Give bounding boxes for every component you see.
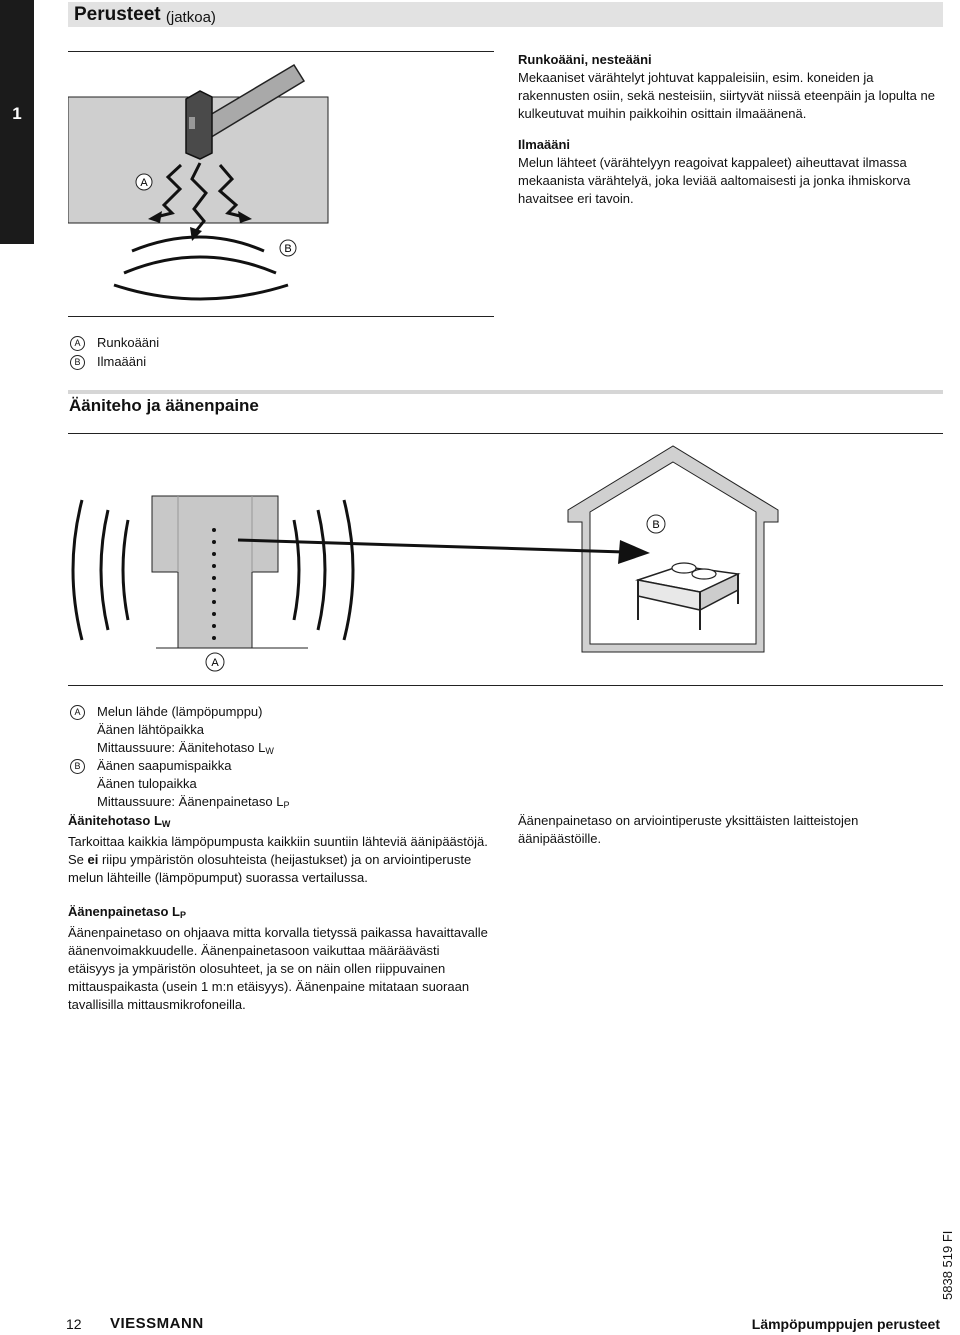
brand-logo: VIESSMANN xyxy=(110,1315,204,1332)
airborne-text: Melun lähteet (värähtelyyn reagoivat kappaleet) aiheuttavat ilmassa mekaanista värähtelyä, joka leviää aaltomaisesti ja jonka ihmiskorva havaitsee eri tavoin. xyxy=(518,155,911,206)
sound-wave-lines xyxy=(114,237,288,299)
sound-power-text xyxy=(68,833,488,887)
heat-pump-icon xyxy=(152,496,278,648)
sound-power-heading-sub: W xyxy=(161,819,171,829)
figure1-top-rule xyxy=(68,51,494,52)
house-icon xyxy=(568,446,778,652)
sound-power-text-bold: ei xyxy=(87,852,99,867)
legend2-b-line3 xyxy=(97,793,289,814)
legend2-a-line3-text: Mittaussuure: Äänitehotaso L xyxy=(97,740,266,755)
legend2-b-line2: Äänen tulopaikka xyxy=(97,776,197,791)
document-code: 5838 519 FI xyxy=(940,1230,955,1300)
sound-pressure-text: Äänenpainetaso on ohjaava mitta korvalla tietyssä paikassa havaittavalle äänenvoimakkuudelle. Äänenpainetasoon vaikuttaa määräävästi etäisyys ja ympäristön olosuhteet, ja se on näin ollen riippuvainen mittauspaikasta (usein 1 m:n etäisyys). Äänenpaine mitataan suoraan tavallisilla mittausmikrofoneilla. xyxy=(68,925,488,1012)
airborne-section xyxy=(518,136,938,208)
sound-path-arrow xyxy=(238,540,624,552)
figure2-bottom-rule xyxy=(68,685,943,686)
legend1-key-a: A xyxy=(70,336,85,351)
sound-pressure-heading-text: Äänenpainetaso L xyxy=(68,904,180,919)
sound-power-text-after: riipu ympäristön olosuhteista (heijastukset) ja on arviointiperuste melun lähteille (lämpöpumput) suorassa vertailussa. xyxy=(68,852,472,885)
legend2-a-line3-sub: W xyxy=(265,746,274,756)
legend2-key-a: A xyxy=(70,705,85,720)
sound-power-pressure-illustration xyxy=(68,440,943,680)
legend1-label-b: Ilmaääni xyxy=(97,354,147,369)
legend2-text-a xyxy=(97,703,274,760)
airborne-heading: Ilmaääni xyxy=(518,137,571,152)
section-title: Ääniteho ja äänenpaine xyxy=(69,396,259,415)
emission-waves-right xyxy=(294,500,353,640)
structure-borne-text: Mekaaniset värähtelyt johtuvat kappaleisiin, esim. koneiden ja rakennusten osiin, sekä nesteisiin, siirtyvät niissä eteenpäin ja lopulta ne kulkeutuvat muihin paikkoihin osittain ilmaäänenä. xyxy=(518,70,935,121)
legend2-key-b: B xyxy=(70,759,85,774)
sound-power-heading-text: Äänitehotaso L xyxy=(68,813,162,828)
legend2-a-line2: Äänen lähtöpaikka xyxy=(97,722,204,737)
sound-power-heading xyxy=(68,812,488,833)
sound-pressure-section xyxy=(68,903,488,1014)
structure-borne-heading: Runkoääni, nesteääni xyxy=(518,52,652,67)
figure2-marker-a-text: A xyxy=(211,657,219,669)
page-title xyxy=(74,3,216,30)
page-title-main: Perusteet xyxy=(74,4,161,25)
page-title-suffix: (jatkoa) xyxy=(165,9,216,26)
structure-borne-section xyxy=(518,51,938,123)
legend2-b-line3-sub: P xyxy=(283,800,290,810)
sound-power-text-before: Tarkoittaa kaikkia lämpöpumpusta kaikkiin suuntiin lähteviä äänipäästöjä. Se xyxy=(68,834,488,867)
page-number: 12 xyxy=(66,1316,82,1332)
figure1-marker-a-text: A xyxy=(140,177,148,189)
legend2-b-line3-text: Mittaussuure: Äänenpainetaso L xyxy=(97,794,284,809)
legend1-key-b: B xyxy=(70,355,85,370)
sound-power-section xyxy=(68,812,488,887)
document-title: Lämpöpumppujen perusteet xyxy=(751,1316,940,1332)
sound-pressure-heading xyxy=(68,903,488,924)
figure2-marker-b-text: B xyxy=(652,519,660,531)
sound-pressure-heading-sub: P xyxy=(179,910,186,920)
legend1-label-a: Runkoääni xyxy=(97,335,160,350)
figure1-marker-b-text: B xyxy=(284,243,292,255)
chapter-tab xyxy=(0,0,34,244)
structure-borne-sound-illustration xyxy=(68,55,494,315)
legend2-text-b xyxy=(97,757,289,814)
sound-pressure-note: Äänenpainetaso on arviointiperuste yksittäisten laitteistojen äänipäästöille. xyxy=(518,813,859,846)
emission-waves-left xyxy=(73,500,128,640)
legend2-a-line1: Melun lähde (lämpöpumppu) xyxy=(97,704,263,719)
chapter-number: 1 xyxy=(12,104,22,123)
section-title-bar xyxy=(68,390,943,394)
figure2-top-rule xyxy=(68,433,943,434)
figure1-bottom-rule xyxy=(68,316,494,317)
legend2-b-line1: Äänen saapumispaikka xyxy=(97,758,232,773)
